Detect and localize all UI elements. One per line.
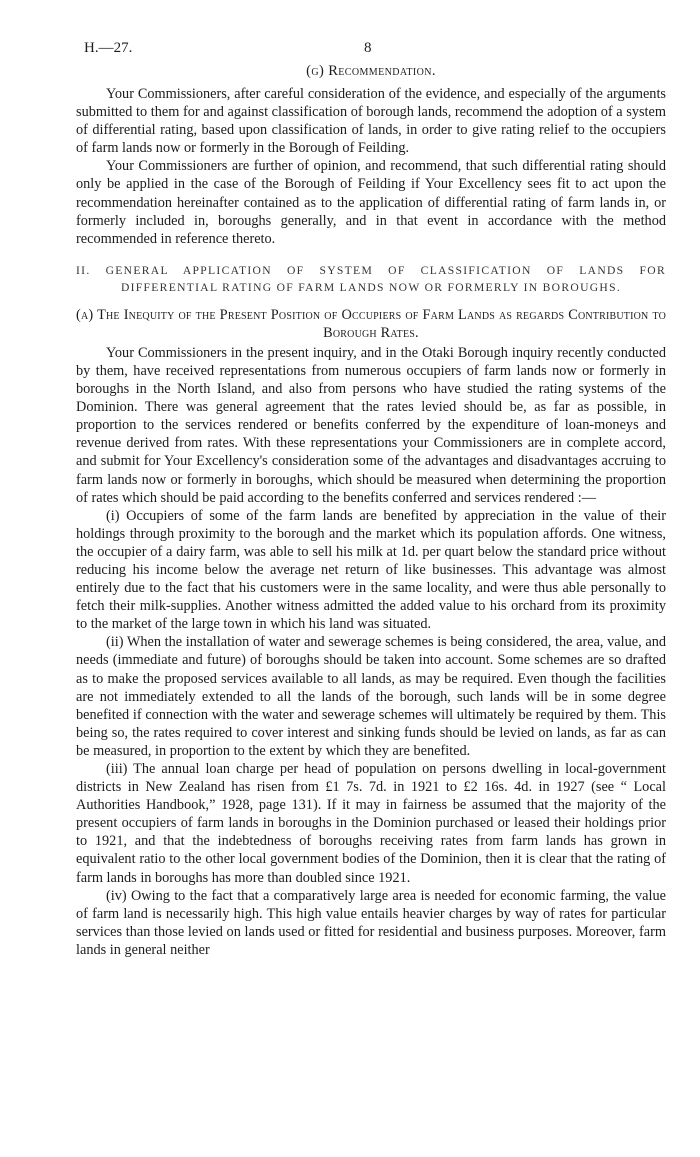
point-i-paragraph: (i) Occupiers of some of the farm lands are benefited by appreciation in the value of their holdings through proximity to the borough and the market which its population affords. One witness, the occupier of a dairy farm, was able to sell his milk at 1d. per quart below the standard price without reducing his income below the average net return of like businesses. This advantage was almost entirely due to the fact that his customers were in the same locality, and were thus able personally to fetch their milk-supplies. Another witness admitted the added value to his orchard from its proximity to the market of the large town in which his land was situated. <box>76 507 666 633</box>
point-iv-paragraph: (iv) Owing to the fact that a comparatively large area is needed for economic farming, the value of farm land is necessarily high. This high value entails heavier charges by way of rates for particular services than those levied on lands used or fitted for residential and business purposes. Moreover, farm lands in general neither <box>76 887 666 958</box>
part-two-heading: II. GENERAL APPLICATION OF SYSTEM OF CLASSIFICATION OF LANDS FOR DIFFERENTIAL RATING OF FARM LANDS NOW OR FORMERLY IN BOROUGHS. <box>76 263 666 294</box>
inequity-subheading: (a) The Inequity of the Present Position of Occupiers of Farm Lands as regards Contribution to Borough Rates. <box>76 306 666 341</box>
point-iii-paragraph: (iii) The annual loan charge per head of population on persons dwelling in local-government districts in New Zealand has risen from £1 7s. 7d. in 1921 to £2 16s. 4d. in 1927 (see “ Local Authorities Handbook,” 1928, page 131). If it may in fairness be assumed that the majority of the present occupiers of farm lands in boroughs in the Dominion purchased or leased their holdings prior to 1921, and that the indebtedness of boroughs receiving rates from farm lands has grown in equivalent ratio to the other local government bodies of the Dominion, then it is clear that the rating of farm lands in boroughs has more than doubled since 1921. <box>76 761 666 886</box>
inequity-intro-paragraph: Your Commissioners in the present inquiry, and in the Otaki Borough inquiry recently conducted by them, have received representations from numerous occupiers of farm lands now or formerly in boroughs in the North Island, and also from persons who have studied the rating systems of the Dominion. There was general agreement that the rates levied should be, as far as possible, in proportion to the services rendered or benefits conferred by the expenditure of loan-moneys and revenue derived from rates. With these representations your Commissioners are in complete accord, and submit for Your Excellency's consideration some of the advantages and disadvantages accruing to farm lands now or formerly in boroughs, which should be measured when determining the proportion of rates which should be paid according to the benefits conferred and services rendered :— <box>76 344 666 506</box>
document-page <box>76 40 666 959</box>
page-number: 8 <box>364 40 372 56</box>
recommendation-paragraph-2: Your Commissioners are further of opinion, and recommend, that such differential rating should only be applied in the case of the Borough of Feilding if Your Excellency sees fit to act upon the recommendation hereinafter contained as to the application of differential rating of farm lands in, or formerly included in, boroughs generally, and in that event in accordance with the method recommended in reference thereto. <box>76 158 666 247</box>
report-reference: H.—27. <box>84 40 133 56</box>
point-ii-paragraph: (ii) When the installation of water and sewerage schemes is being considered, the area, value, and needs (immediate and future) of boroughs should be taken into account. Some schemes are so drafted as to make the proposed services available to all lands, as may be required. Even though the facilities are not immediately extended to all the lands of the borough, such lands will be in some degree benefited if connection with the water and sewerage schemes will ultimately be required by them. This being so, the rates required to cover interest and sinking funds should be levied on lands, as far as can be measured, in proportion to the extent by which they are benefited. <box>76 634 666 759</box>
recommendation-paragraph-1: Your Commissioners, after careful consideration of the evidence, and especially of the arguments submitted to them for and against classification of borough lands, recommend the adoption of a system of differential rating, based upon classification of lands, in order to give rating relief to the occupiers of farm lands now or formerly in the Borough of Feilding. <box>76 86 666 157</box>
running-header <box>76 40 666 62</box>
recommendation-title: (g) Recommendation. <box>306 63 436 79</box>
